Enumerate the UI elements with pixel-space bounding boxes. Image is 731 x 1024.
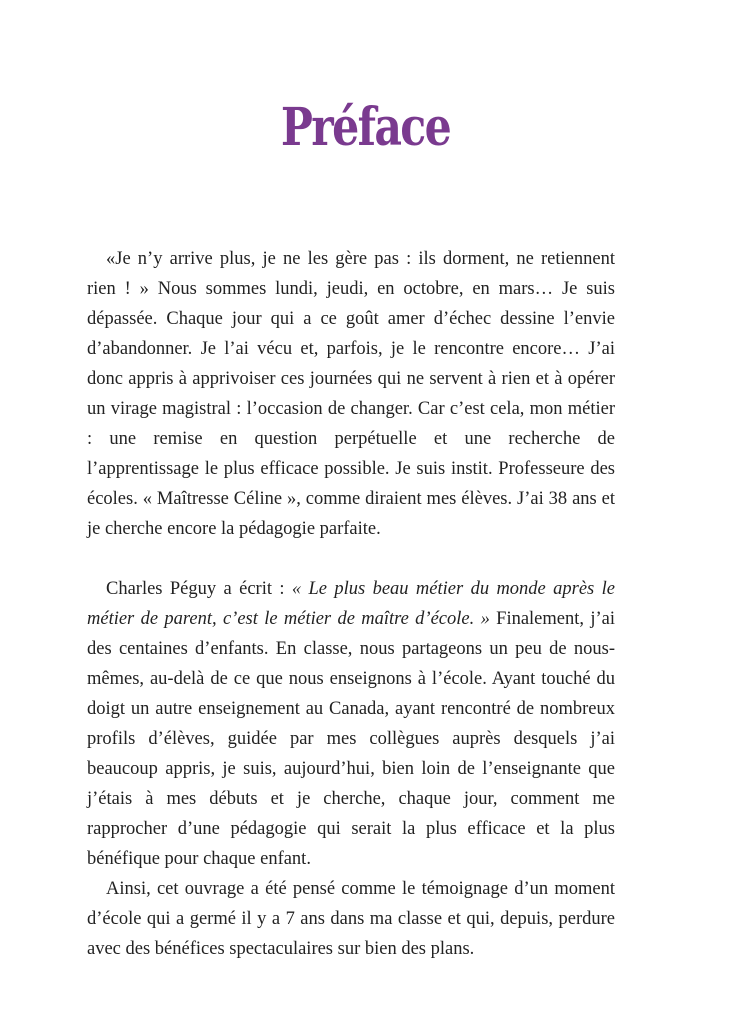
peguy-quote: « Le plus beau métier du monde après le métier de parent, c’est le métier de maître d’école. » bbox=[87, 579, 615, 629]
paragraph-1: «Je n’y arrive plus, je ne les gère pas : ils dorment, ne retiennent rien ! » Nous sommes lundi, jeudi, en octobre, en mars… Je suis dépassée. Chaque jour qui a ce goût amer d’échec dessine l’envie d’abandonner. Je l’ai vécu et, parfois, je le rencontre encore… J’ai donc appris à apprivoiser ces journées qui ne servent à rien et à opérer un virage magistral : l’occasion de changer. Car c’est cela, mon métier : une remise en question perpétuelle et une recherche de l’apprentissage le plus efficace possible. Je suis instit. Professeure des écoles. « Maîtresse Céline », comme diraient mes élèves. J’ai 38 ans et je cherche encore la pédagogie parfaite. bbox=[87, 249, 615, 539]
paragraph-2 bbox=[87, 574, 615, 874]
paragraph-2-rest: Finalement, j’ai des centaines d’enfants. En classe, nous partageons un peu de nous-mêmes, au-delà de ce que nous enseignons à l’école. Ayant touché du doigt un autre enseignement au Canada, ayant rencontré de nombreux profils d’élèves, guidée par mes collègues auprès desquels j’ai beaucoup appris, je suis, aujourd’hui, bien loin de l’enseignante que j’étais à mes débuts et je cherche, chaque jour, comment me rapprocher d’une pédagogie qui serait la plus efficace et la plus bénéfique pour chaque enfant. bbox=[87, 609, 615, 869]
paragraph-3: Ainsi, cet ouvrage a été pensé comme le témoignage d’un moment d’école qui a germé il y a 7 ans dans ma classe et qui, depuis, perdure avec des bénéfices spectaculaires sur bien des plans. bbox=[87, 879, 615, 959]
preface-body bbox=[87, 244, 615, 964]
page-title: Préface bbox=[280, 97, 451, 158]
paragraph-2-intro: Charles Péguy a écrit : bbox=[106, 579, 292, 599]
